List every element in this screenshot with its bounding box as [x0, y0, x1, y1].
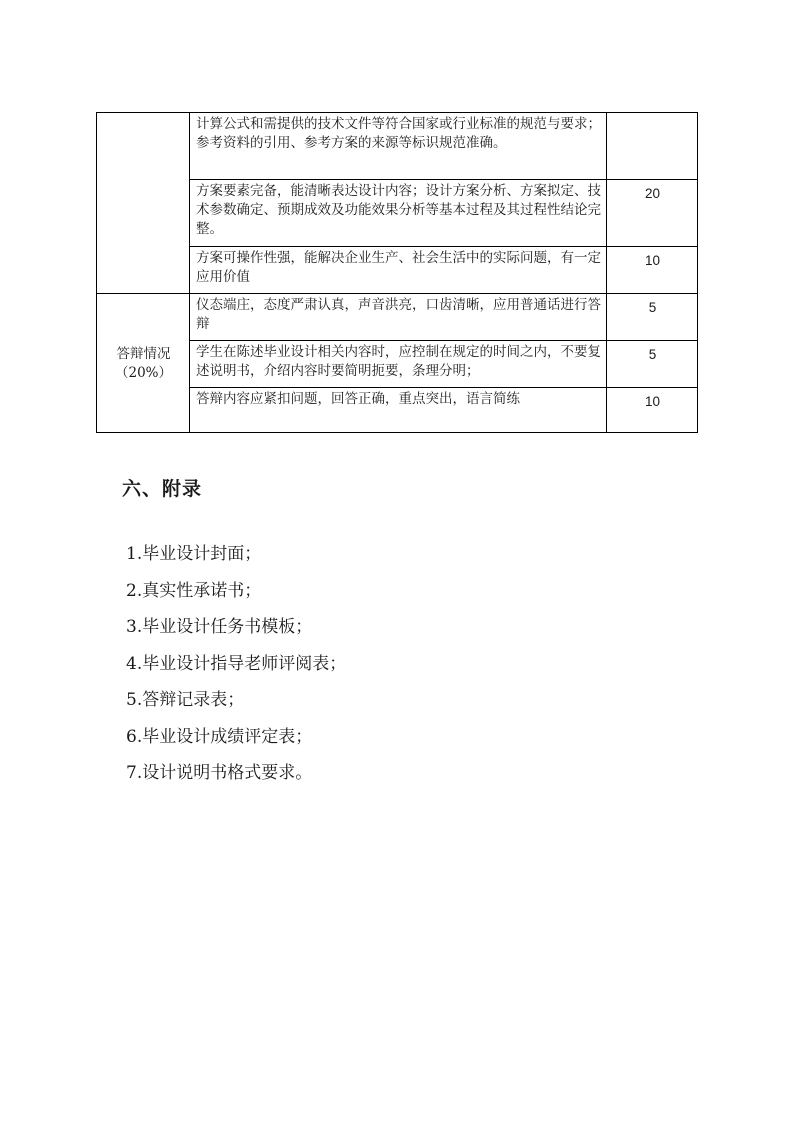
- list-item: 3.毕业设计任务书模板；: [126, 617, 313, 637]
- criteria-score: 10: [607, 388, 698, 433]
- list-item: 1.毕业设计封面；: [126, 544, 262, 564]
- criteria-score: 20: [607, 180, 698, 247]
- criteria-score: 5: [607, 341, 698, 388]
- list-item: 5.答辩记录表；: [126, 690, 245, 710]
- list-item: 4.毕业设计指导老师评阅表；: [126, 653, 347, 674]
- appendix-list: [126, 543, 346, 799]
- criteria-description: 方案可操作性强，能解决企业生产、社会生活中的实际问题，有一定应用价值: [190, 247, 607, 294]
- criteria-description: 答辩内容应紧扣问题，回答正确，重点突出，语言简练: [190, 388, 607, 433]
- category-name: 答辩情况: [116, 346, 171, 362]
- category-weight: （20%）: [114, 365, 172, 381]
- list-item: 2.真实性承诺书；: [126, 580, 262, 601]
- criteria-description: 方案要素完备，能清晰表达设计内容；设计方案分析、方案拟定、技术参数确定、预期成效及功能效果分析等基本过程及其过程性结论完整。: [190, 180, 607, 247]
- section-heading: 六、附录: [122, 478, 203, 500]
- criteria-description: 计算公式和需提供的技术文件等符合国家或行业标准的规范与要求；参考资料的引用、参考方案的来源等标识规范准确。: [190, 113, 607, 180]
- criteria-score: 10: [607, 247, 698, 294]
- table-row: [97, 113, 698, 180]
- list-item: 7.设计说明书格式要求。: [126, 763, 313, 783]
- list-item: 6.毕业设计成绩评定表；: [126, 726, 313, 747]
- criteria-description: 学生在陈述毕业设计相关内容时，应控制在规定的时间之内，不要复述说明书，介绍内容时要简明扼要，条理分明；: [190, 341, 607, 388]
- grading-criteria-table: [96, 112, 698, 433]
- category-cell-defense: [97, 294, 190, 433]
- table-row: [97, 294, 698, 341]
- category-cell-empty: [97, 113, 190, 294]
- criteria-score: [607, 113, 698, 180]
- criteria-description: 仪态端庄，态度严肃认真，声音洪亮，口齿清晰，应用普通话进行答辩: [190, 294, 607, 341]
- criteria-score: 5: [607, 294, 698, 341]
